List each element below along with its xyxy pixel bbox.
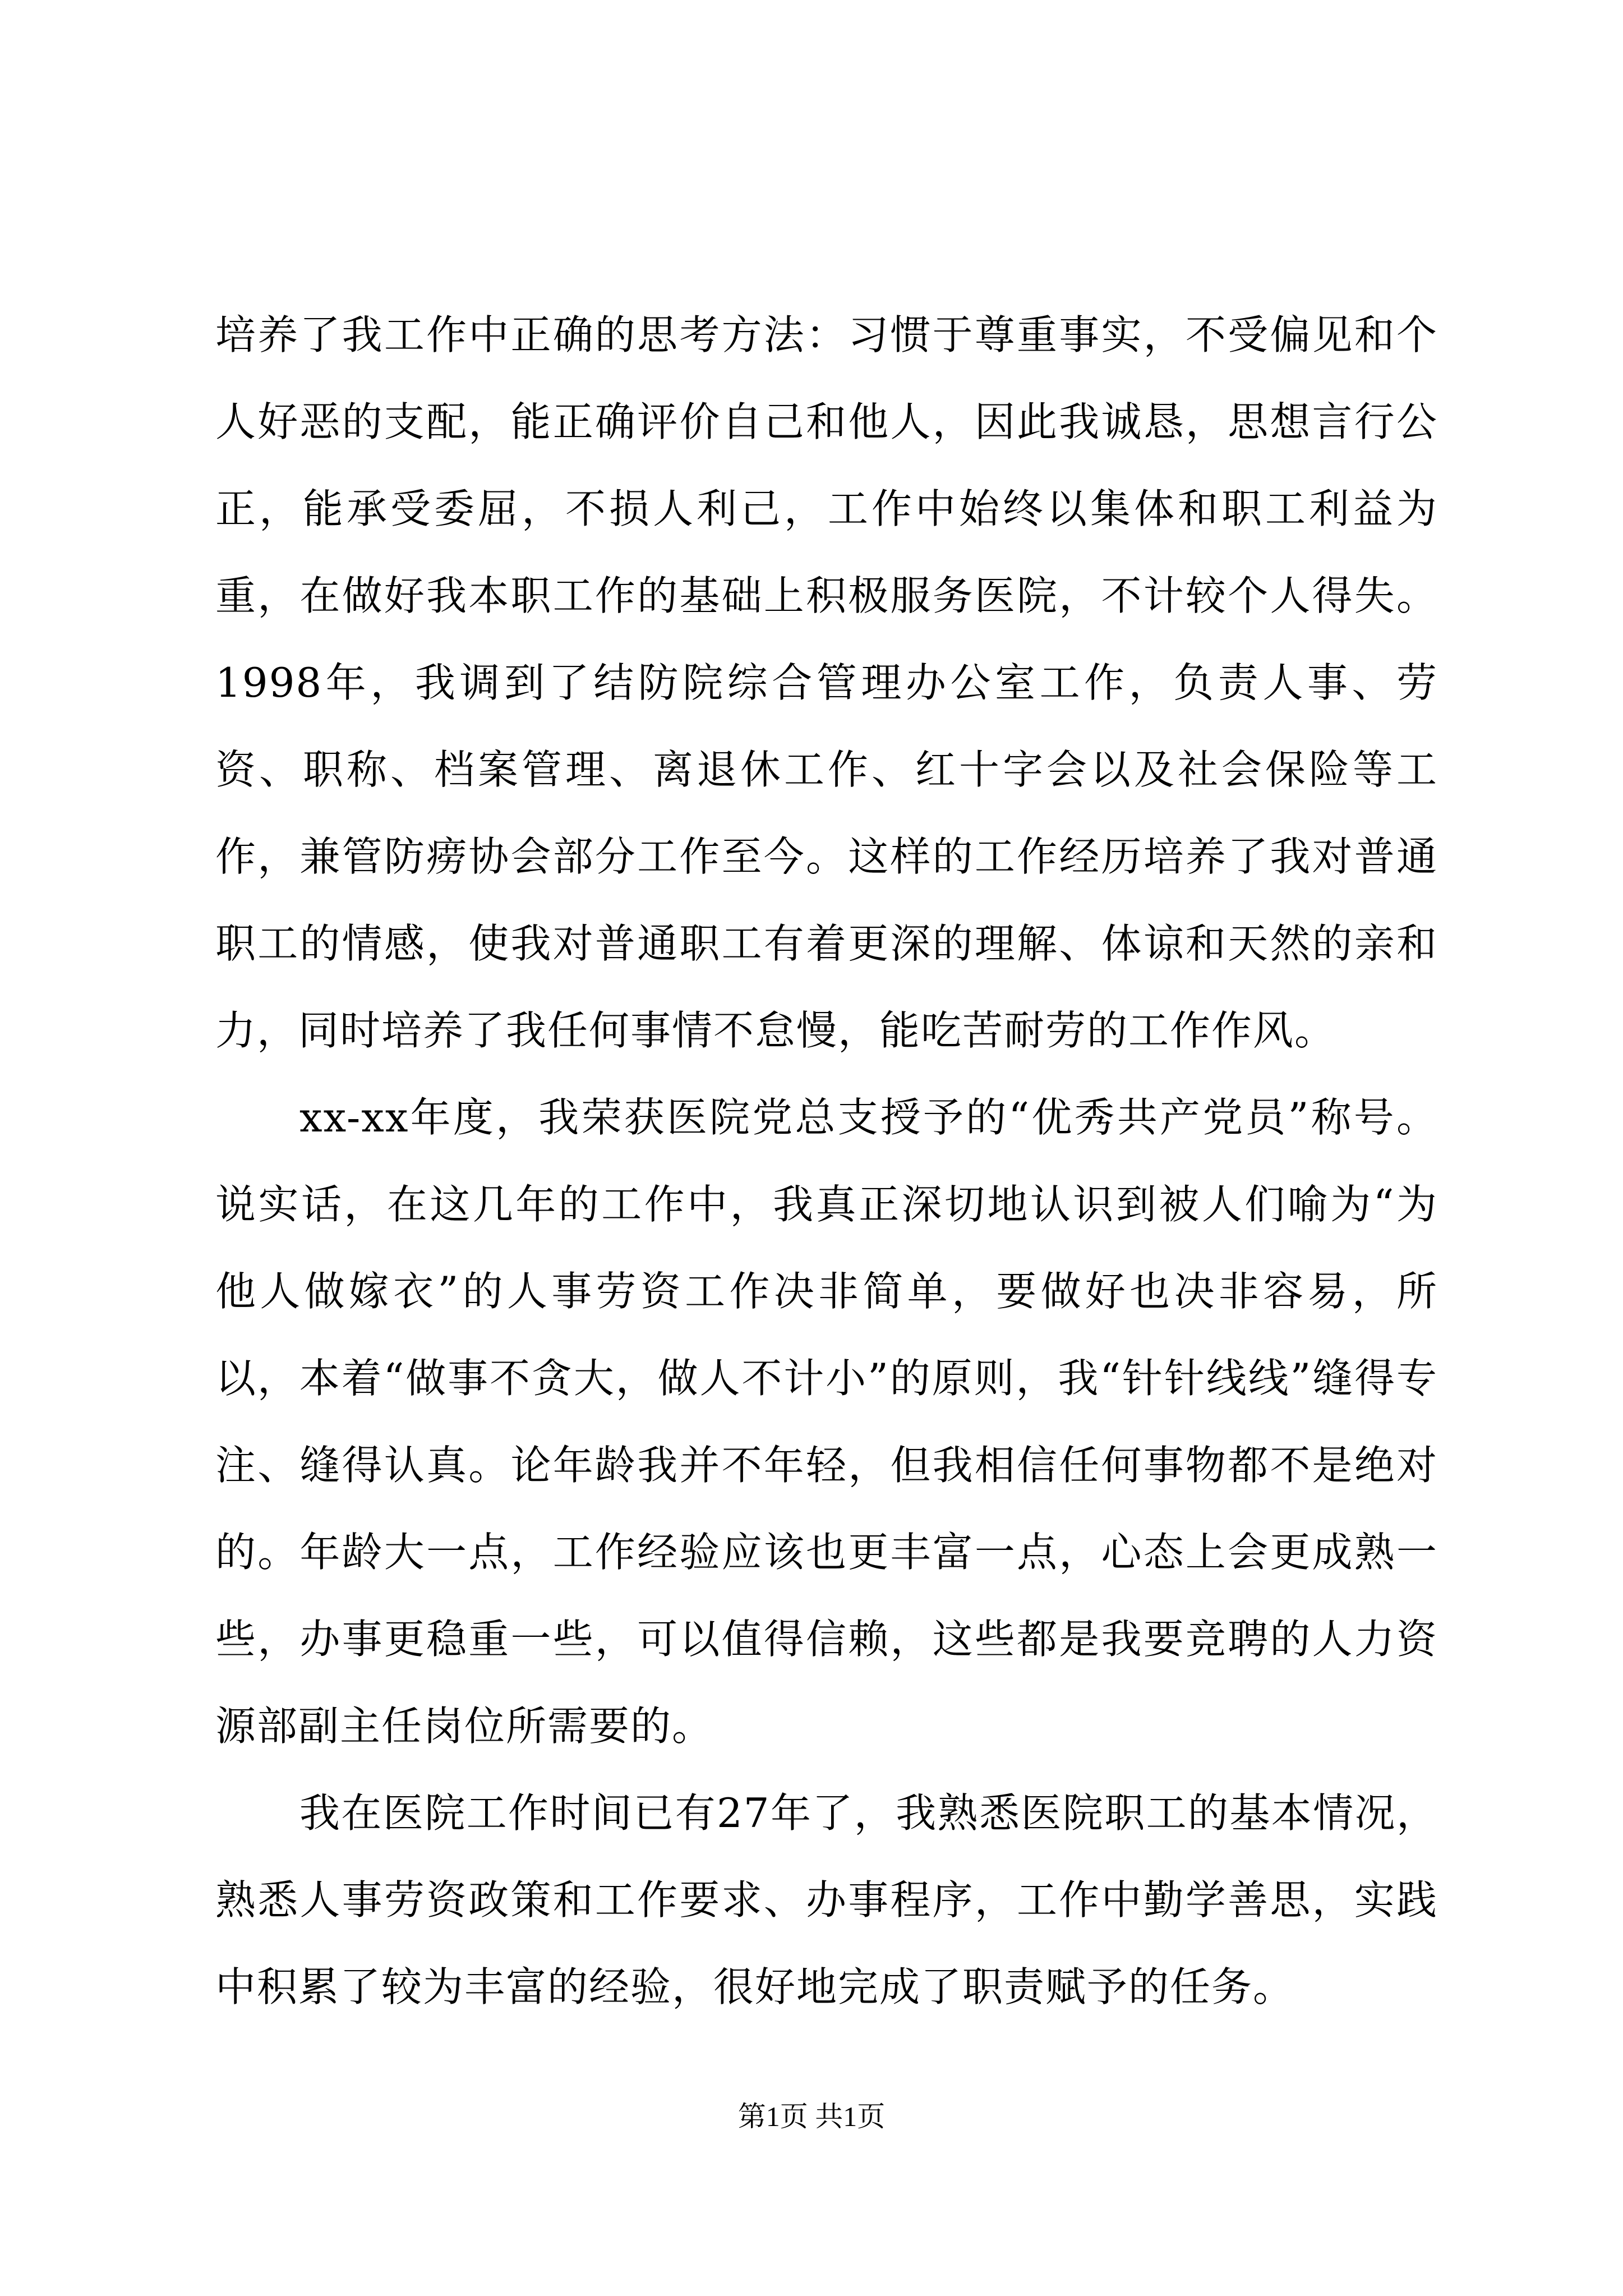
paragraph-award: xx-xx年度，我荣获医院党总支授予的“优秀共产党员”称号。说实话，在这几年的工作中，我真正深切地认识到被人们喻为“为他人做嫁衣”的人事劳资工作决非简单，要做好也决非容易，所以，本着“做事不贪大，做人不计小”的原则，我“针针线线”缝得专注、缝得认真。论年龄我并不年轻，但我相信任何事物都不是绝对的。年龄大一点，工作经验应该也更丰富一点，心态上会更成熟一些，办事更稳重一些，可以值得信赖，这些都是我要竞聘的人力资源部副主任岗位所需要的。	[215, 1094, 1438, 1750]
paragraph-continuation: 培养了我工作中正确的思考方法：习惯于尊重事实，不受偏见和个人好恶的支配，能正确评价自己和他人，因此我诚恳，思想言行公正，能承受委屈，不损人利己，工作中始终以集体和职工利益为重，在做好我本职工作的基础上积极服务医院，不计较个人得失。1998年，我调到了结防院综合管理办公室工作，负责人事、劳资、职称、档案管理、离退休工作、红十字会以及社会保险等工作，兼管防痨协会部分工作至今。这样的工作经历培养了我对普通职工的情感，使我对普通职工有着更深的理解、体谅和天然的亲和力，同时培养了我任何事情不怠慢，能吃苦耐劳的工作作风。	[215, 311, 1438, 1054]
paragraph-experience: 我在医院工作时间已有27年了，我熟悉医院职工的基本情况，熟悉人事劳资政策和工作要求、办事程序，工作中勤学善思，实践中积累了较为丰富的经验，很好地完成了职责赋予的任务。	[215, 1789, 1438, 2010]
document-body	[215, 292, 1438, 2031]
page-footer: 第1页 共1页	[737, 2101, 886, 2132]
